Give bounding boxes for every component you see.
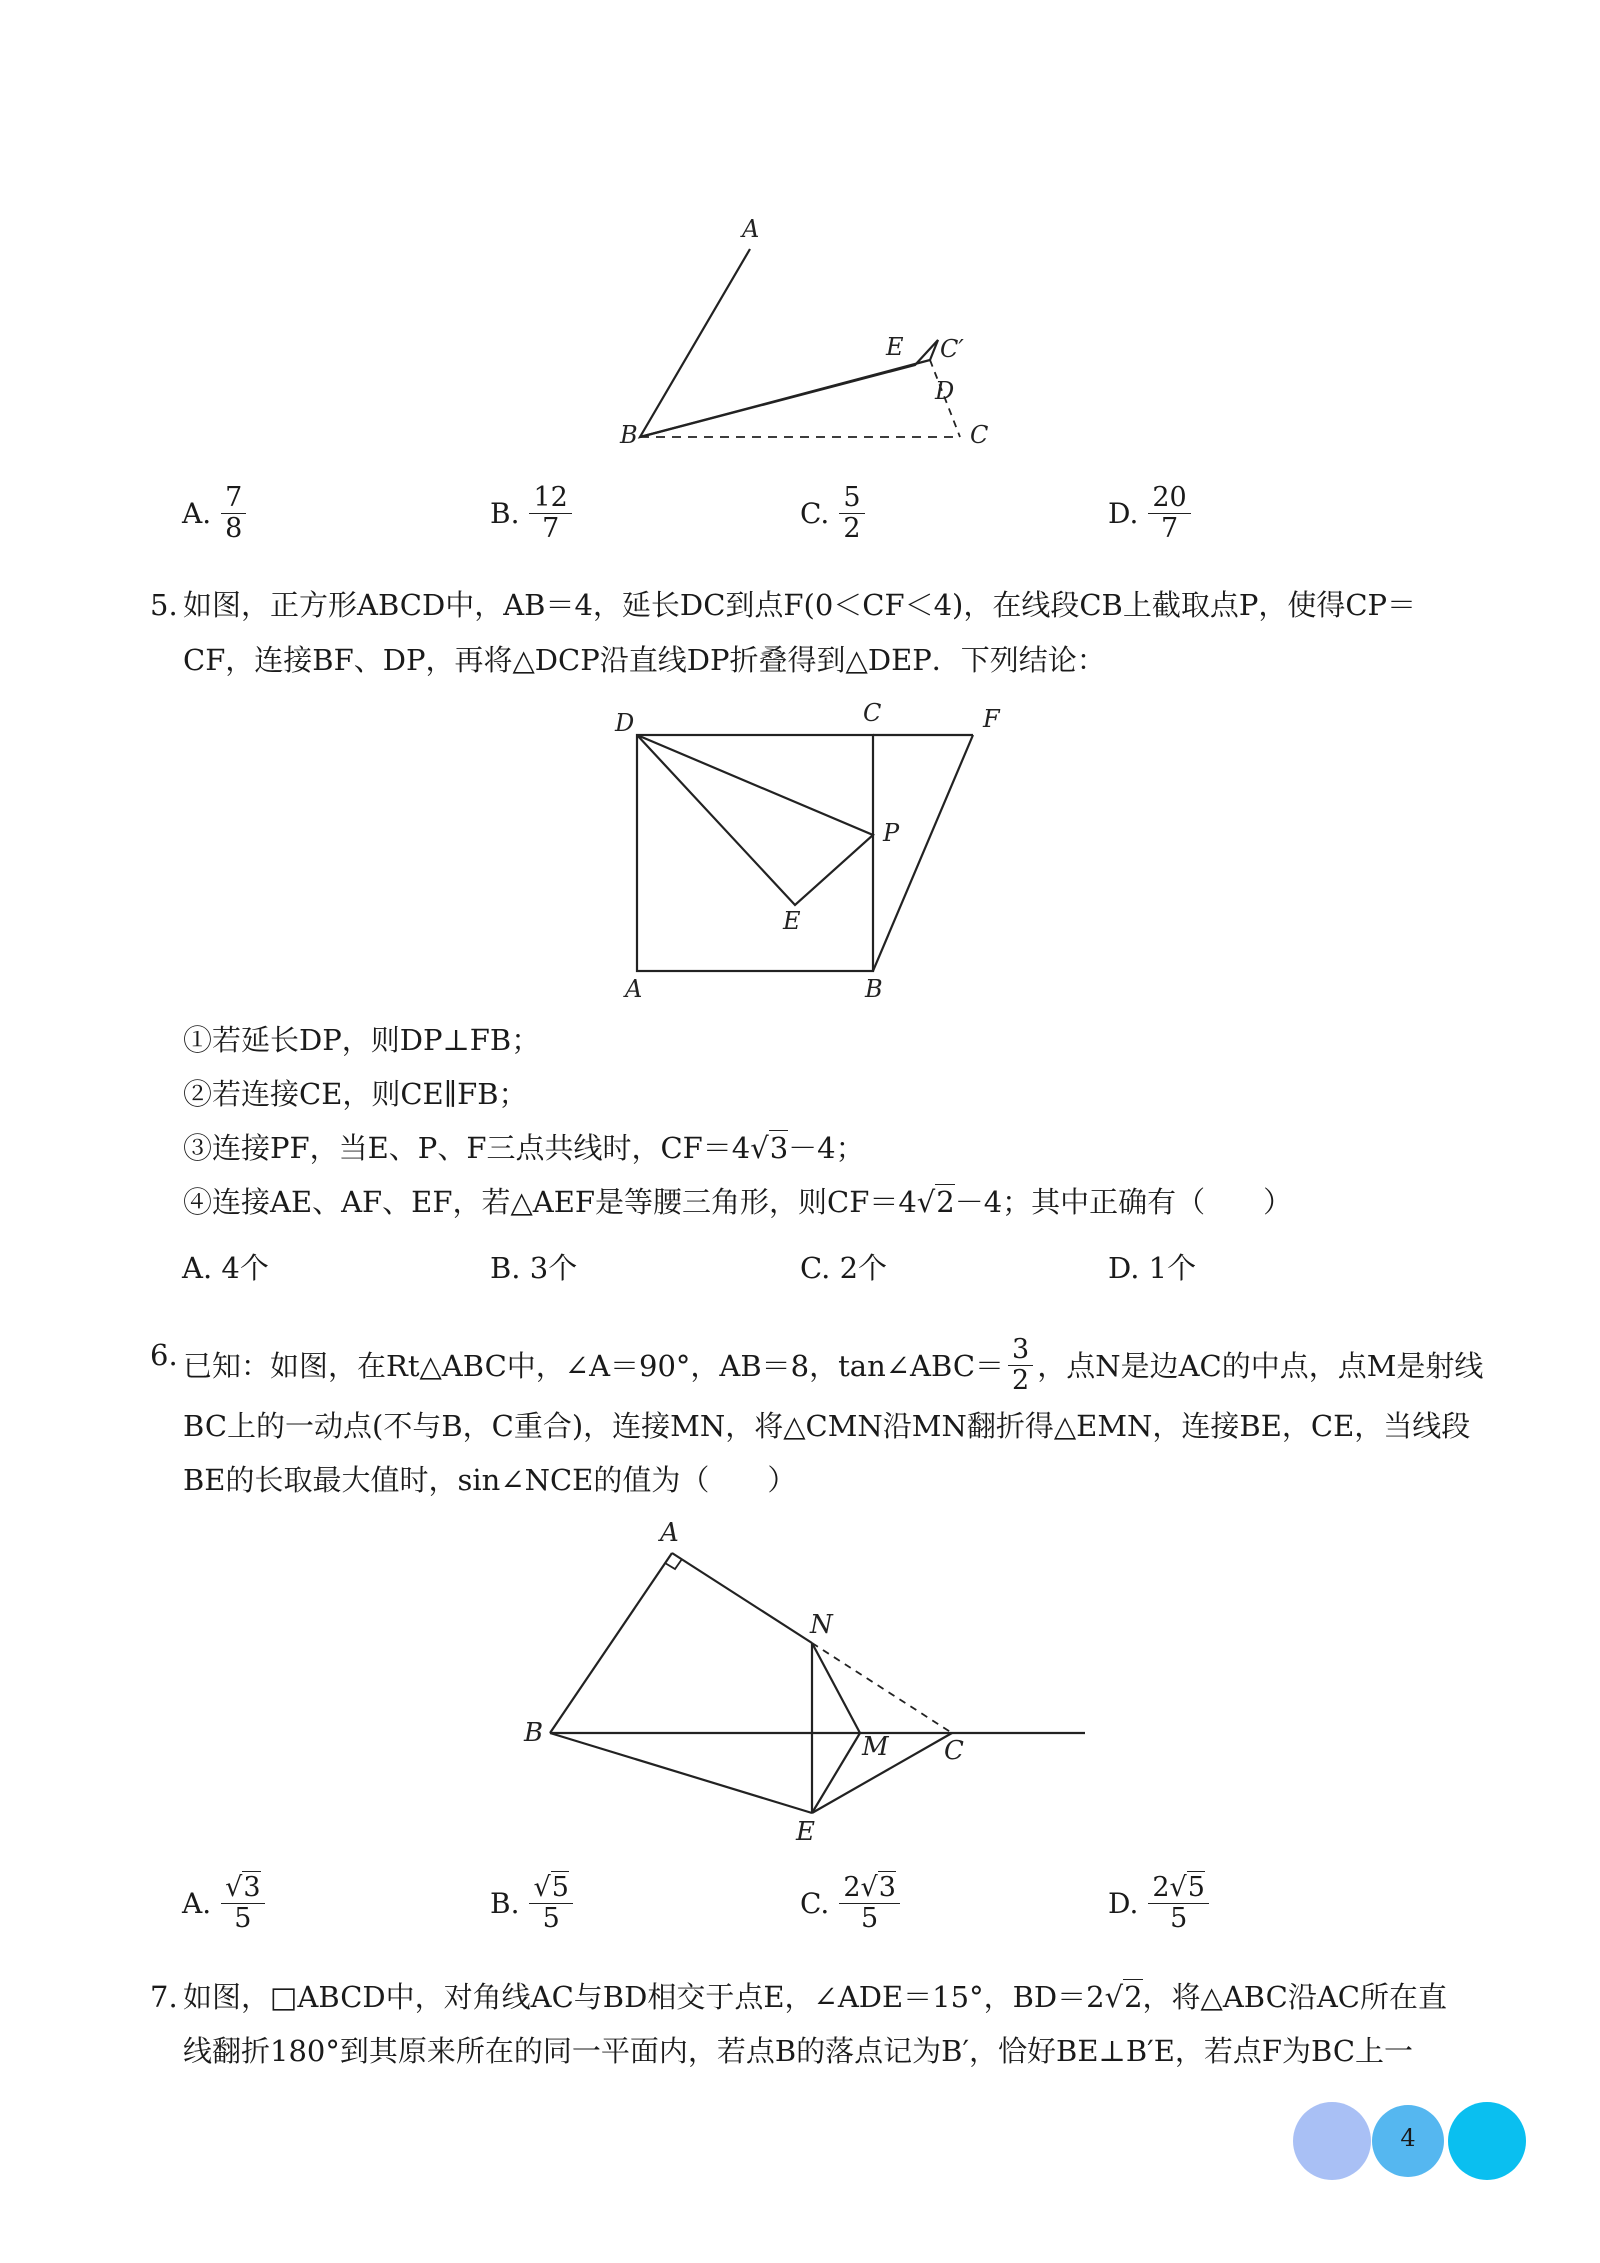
option-letter: D. <box>1108 497 1139 530</box>
q7-number: 7. <box>150 1980 178 2014</box>
q6-line1-text-b: ，点N是边AC的中点，点M是射线 <box>1037 1348 1484 1383</box>
q4-label-e: E <box>886 333 904 361</box>
q5-stem-line1: 如图，正方形ABCD中，AB＝4，延长DC到点F(0＜CF＜4)，在线段CB上截取点P，使得CP＝ <box>183 588 1417 622</box>
option-numerator: 2√5 <box>1148 1873 1209 1904</box>
option-fraction <box>1148 483 1190 544</box>
q6-label-c: C <box>944 1736 964 1766</box>
option-denominator: 5 <box>234 1903 252 1934</box>
q5-square-abcd <box>637 735 873 971</box>
q6-option-a[interactable] <box>182 1873 265 1934</box>
q6-label-e: E <box>796 1817 815 1845</box>
q6-line-nc-dashed <box>812 1643 952 1733</box>
q6-tan-numerator: 3 <box>1008 1335 1033 1366</box>
q5-c4-text-b: －4；其中正确有（ ） <box>954 1185 1293 1219</box>
option-denominator: 7 <box>542 513 560 544</box>
q5-label-c: C <box>863 699 882 727</box>
q5-conclusion-3 <box>183 1128 865 1168</box>
page-number: 4 <box>1400 2124 1416 2152</box>
q5-figure <box>605 695 1025 1005</box>
q4-option-b[interactable] <box>490 483 572 544</box>
q5-option-b[interactable]: B. 3个 <box>490 1251 578 1285</box>
q5-c4-text-a: ④连接AE、AF、EF，若△AEF是等腰三角形，则CF＝4 <box>183 1185 917 1219</box>
q5-conclusion-1: ①若延长DP，则DP⊥FB； <box>183 1023 541 1057</box>
q5-label-p: P <box>883 819 900 847</box>
option-numerator: 5 <box>839 483 864 514</box>
q5-label-f: F <box>983 705 1000 733</box>
sqrt-symbol: √ <box>750 1131 769 1165</box>
option-numerator: √5 <box>529 1873 572 1904</box>
option-letter: A. <box>182 497 212 530</box>
q5-label-b: B <box>865 975 883 1003</box>
q4-label-c: C <box>970 421 989 449</box>
q6-label-a: A <box>660 1518 679 1548</box>
option-radicand: 3 <box>878 1872 896 1903</box>
decorative-circle-right <box>1448 2102 1526 2180</box>
q7-radicand: 2 <box>1124 1980 1143 2014</box>
option-coef: 2 <box>843 1872 861 1903</box>
option-letter: C. <box>800 497 830 530</box>
q7-line1-text-c: ，将△ABC沿AC所在直 <box>1142 1980 1447 2014</box>
option-fraction <box>839 483 864 544</box>
q7-line1-text-b: ABCD中，对角线AC与BD相交于点E，∠ADE＝15°，BD＝2 <box>297 1980 1105 2014</box>
q4-option-d[interactable] <box>1108 483 1191 544</box>
option-denominator: 5 <box>861 1903 879 1934</box>
option-fraction <box>1148 1873 1209 1934</box>
q5-stem-line2: CF，连接BF、DP，再将△DCP沿直线DP折叠得到△DEP．下列结论： <box>183 643 1106 677</box>
q4-label-d: D <box>935 377 955 405</box>
q5-c4-radicand: 2 <box>936 1185 955 1219</box>
option-numerator: 7 <box>221 483 246 514</box>
q5-c3-radicand: 3 <box>769 1131 789 1165</box>
option-radicand: 3 <box>243 1872 261 1903</box>
q7-line1-text-a: 如图， <box>183 1980 271 2014</box>
option-radicand: 5 <box>551 1872 569 1903</box>
sqrt-symbol: √ <box>1104 1980 1124 2014</box>
q5-c3-text-b: －4； <box>788 1131 865 1165</box>
option-numerator: 20 <box>1148 483 1190 514</box>
option-radicand: 5 <box>1187 1872 1205 1903</box>
q6-label-n: N <box>810 1610 833 1640</box>
q5-label-d: D <box>615 709 635 737</box>
q6-stem-line3: BE的长取最大值时，sin∠NCE的值为（ ） <box>183 1463 797 1497</box>
q5-conclusion-4 <box>183 1182 1292 1222</box>
q6-line-nm <box>812 1643 860 1733</box>
option-fraction <box>529 1873 572 1934</box>
option-denominator: 2 <box>843 513 861 544</box>
option-letter: A. <box>182 1887 212 1920</box>
q4-figure <box>600 215 1020 455</box>
decorative-circle-left <box>1293 2102 1371 2180</box>
q6-stem-line2: BC上的一动点(不与B，C重合)，连接MN，将△CMN沿MN翻折得△EMN，连接BE，CE，当线段 <box>183 1409 1471 1443</box>
q6-line-be <box>550 1733 812 1813</box>
option-fraction <box>221 1873 264 1934</box>
q4-label-b: B <box>620 421 638 449</box>
option-letter: D. <box>1108 1887 1139 1920</box>
q5-label-e: E <box>783 907 801 935</box>
q6-stem-line1 <box>183 1335 1483 1396</box>
q6-label-b: B <box>524 1718 544 1748</box>
option-denominator: 7 <box>1160 513 1179 544</box>
q6-option-d[interactable] <box>1108 1873 1209 1934</box>
q6-number: 6. <box>150 1338 178 1372</box>
q7-stem-line2: 线翻折180°到其原来所在的同一平面内，若点B的落点记为B′，恰好BE⊥B′E，若点F为BC上一 <box>183 2034 1414 2068</box>
option-letter: B. <box>490 497 520 530</box>
q6-figure <box>520 1515 1100 1845</box>
q6-line1-text-a: 已知：如图，在Rt△ABC中，∠A＝90°，AB＝8，tan∠ABC＝ <box>183 1348 1005 1383</box>
q6-label-m: M <box>862 1732 889 1762</box>
parallelogram-icon: □ <box>270 1980 298 2014</box>
option-fraction <box>839 1873 900 1934</box>
q5-option-a[interactable]: A. 4个 <box>182 1251 269 1285</box>
option-numerator: 2√3 <box>839 1873 900 1904</box>
option-fraction <box>221 483 246 544</box>
q6-line-me <box>812 1733 860 1813</box>
q4-label-a: A <box>742 215 760 243</box>
q6-line-ab <box>550 1553 672 1733</box>
q5-option-c[interactable]: C. 2个 <box>800 1251 888 1285</box>
option-letter: C. <box>800 1887 830 1920</box>
q5-label-a: A <box>625 975 643 1003</box>
q4-option-c[interactable] <box>800 483 865 544</box>
option-coef: 2 <box>1152 1872 1170 1903</box>
q5-conclusion-2: ②若连接CE，则CE∥FB； <box>183 1077 528 1111</box>
q5-option-d[interactable]: D. 1个 <box>1108 1251 1197 1285</box>
option-fraction <box>529 483 571 544</box>
option-denominator: 8 <box>225 513 243 544</box>
option-denominator: 5 <box>1170 1903 1188 1934</box>
q6-option-c[interactable] <box>800 1873 900 1934</box>
q5-line-bf <box>873 735 973 971</box>
q4-label-c-prime: C′ <box>940 335 964 363</box>
q6-line-an <box>672 1553 812 1643</box>
q5-c3-text-a: ③连接PF，当E、P、F三点共线时，CF＝4 <box>183 1131 751 1165</box>
q6-option-b[interactable] <box>490 1873 573 1934</box>
option-denominator: 5 <box>542 1903 560 1934</box>
sqrt-symbol: √ <box>916 1185 936 1219</box>
q6-tan-fraction <box>1008 1335 1033 1396</box>
option-letter: B. <box>490 1887 520 1920</box>
q5-triangle-dep <box>637 735 873 905</box>
q6-tan-denominator: 2 <box>1012 1365 1030 1396</box>
option-numerator: √3 <box>221 1873 264 1904</box>
q7-stem-line1 <box>183 1977 1447 2017</box>
q5-number: 5. <box>150 588 178 622</box>
q4-option-a[interactable] <box>182 483 246 544</box>
option-numerator: 12 <box>529 483 571 514</box>
